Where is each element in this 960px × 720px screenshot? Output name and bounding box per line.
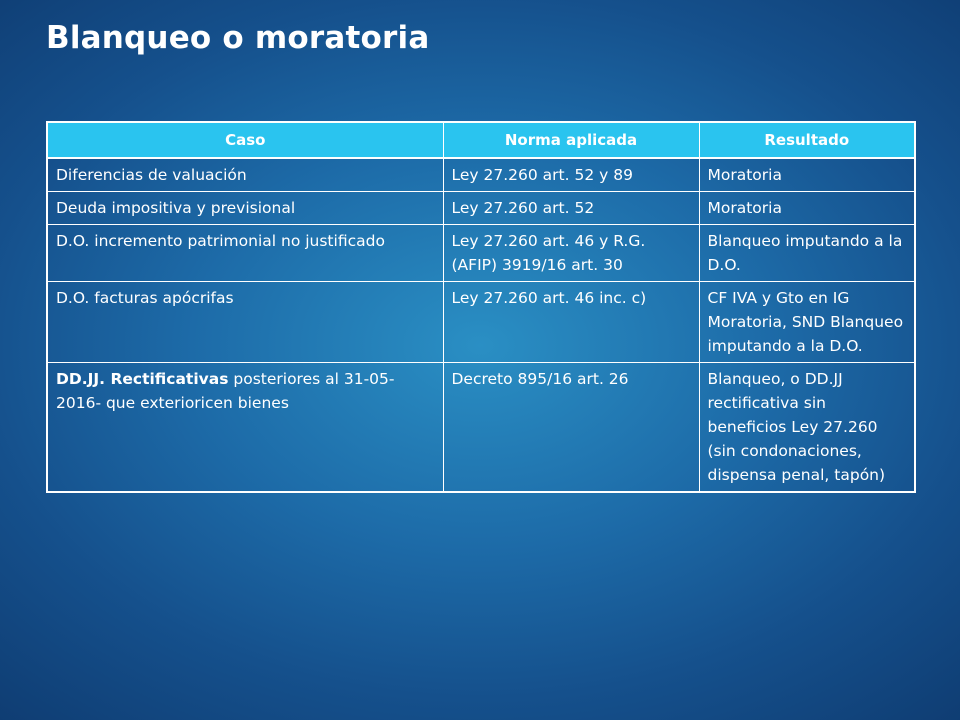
cell-resultado: Moratoria [699,158,915,192]
cell-resultado: Moratoria [699,192,915,225]
comparison-table-container [46,121,914,493]
table-row [47,282,915,363]
header-caso: Caso [47,122,443,158]
cell-norma: Ley 27.260 art. 52 [443,192,699,225]
cell-caso: D.O. incremento patrimonial no justificado [47,225,443,282]
comparison-table [46,121,916,493]
cell-norma: Ley 27.260 art. 52 y 89 [443,158,699,192]
cell-caso: Deuda impositiva y previsional [47,192,443,225]
cell-norma: Ley 27.260 art. 46 inc. c) [443,282,699,363]
cell-resultado: Blanqueo imputando a la D.O. [699,225,915,282]
cell-caso [47,363,443,493]
cell-caso-bold: DD.JJ. Rectificativas [56,370,229,388]
table-row [47,192,915,225]
cell-caso: D.O. facturas apócrifas [47,282,443,363]
cell-caso: Diferencias de valuación [47,158,443,192]
slide-title: Blanqueo o moratoria [46,20,430,56]
table-header-row [47,122,915,158]
cell-norma: Decreto 895/16 art. 26 [443,363,699,493]
cell-norma: Ley 27.260 art. 46 y R.G. (AFIP) 3919/16 art. 30 [443,225,699,282]
cell-resultado: CF IVA y Gto en IG Moratoria, SND Blanqueo imputando a la D.O. [699,282,915,363]
header-norma-aplicada: Norma aplicada [443,122,699,158]
table-row [47,363,915,493]
table-row [47,158,915,192]
cell-resultado: Blanqueo, o DD.JJ rectificativa sin beneficios Ley 27.260 (sin condonaciones, dispensa penal, tapón) [699,363,915,493]
header-resultado: Resultado [699,122,915,158]
cell-caso-rest: posteriores al 31-05-2016- que exterioricen bienes [56,370,395,412]
table-row [47,225,915,282]
